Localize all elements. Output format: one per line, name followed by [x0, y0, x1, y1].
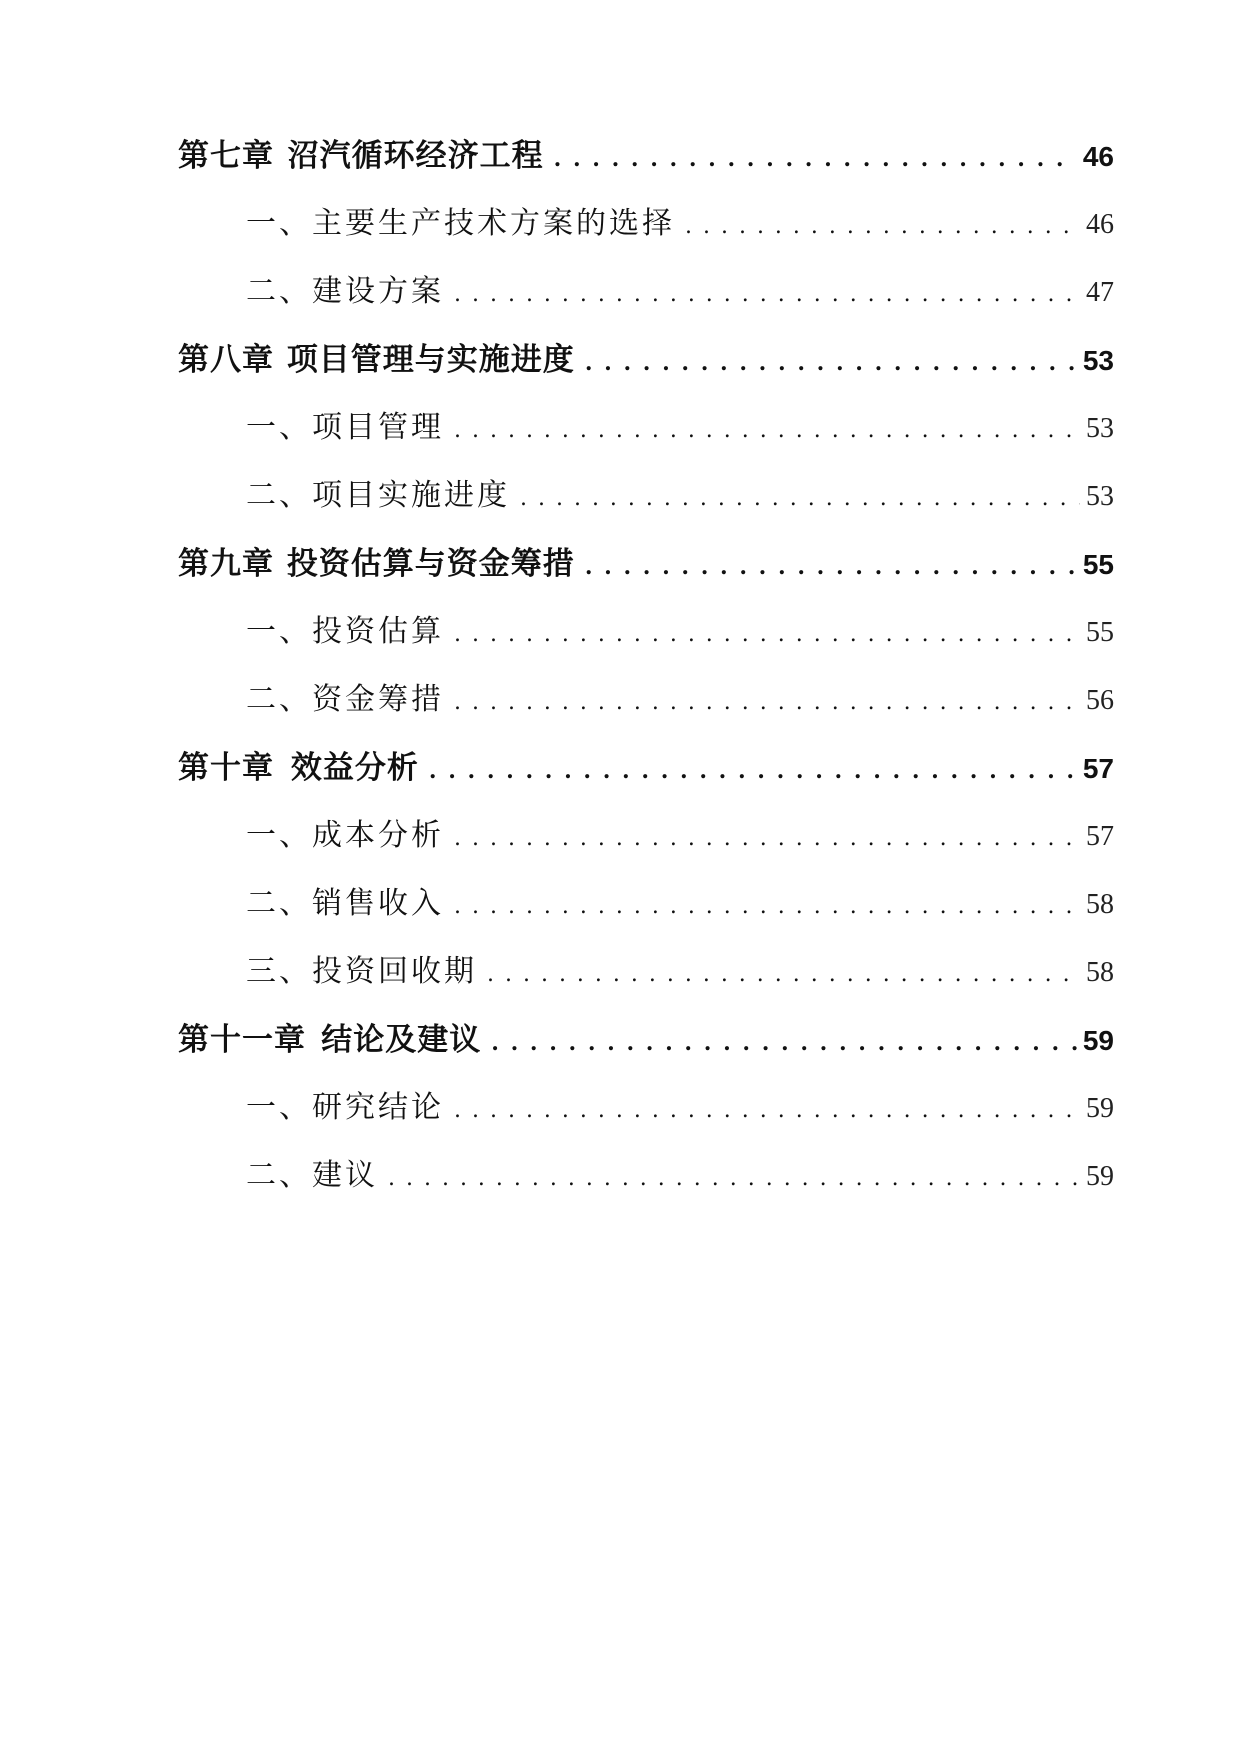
chapter-number: 第十章: [178, 750, 274, 786]
chapter-title: 投资估算与资金筹措: [286, 546, 575, 582]
leader-dots: [487, 955, 1080, 995]
section-title: 二、销售收入: [246, 886, 444, 921]
section-title: 一、项目管理: [246, 410, 444, 445]
page-number: 57: [1082, 753, 1114, 784]
leader-dots: [388, 1159, 1080, 1199]
section-title: 一、研究结论: [246, 1090, 444, 1125]
chapter-title: 沼汽循环经济工程: [287, 138, 544, 174]
leader-dots: [454, 683, 1080, 723]
page-number: 53: [1082, 345, 1114, 376]
section-title: 二、项目实施进度: [246, 478, 510, 513]
toc-section-row[interactable]: [178, 680, 1114, 748]
toc-chapter-row[interactable]: [178, 340, 1114, 408]
leader-dots: [454, 275, 1080, 315]
toc-section-row[interactable]: [178, 1156, 1114, 1224]
page-number: 53: [1086, 413, 1114, 444]
chapter-number: 第八章: [178, 342, 274, 378]
leader-dots: [520, 479, 1080, 519]
section-title: 二、建设方案: [246, 274, 444, 309]
toc-chapter-row[interactable]: [178, 1020, 1114, 1088]
toc-section-row[interactable]: [178, 1088, 1114, 1156]
leader-dots: [454, 411, 1080, 451]
page-number: 57: [1086, 821, 1114, 852]
leader-dots: [685, 207, 1080, 247]
page-number: 55: [1086, 617, 1114, 648]
toc-section-row[interactable]: [178, 884, 1114, 952]
page-number: 59: [1086, 1093, 1114, 1124]
toc-section-row[interactable]: [178, 204, 1114, 272]
leader-dots: [491, 1023, 1077, 1063]
leader-dots: [454, 819, 1080, 859]
toc-chapter-row[interactable]: [178, 136, 1114, 204]
section-title: 一、主要生产技术方案的选择: [246, 206, 675, 241]
leader-dots: [454, 887, 1080, 927]
page-number: 46: [1086, 209, 1114, 240]
page-number: 46: [1082, 141, 1114, 172]
chapter-number: 第十一章: [178, 1022, 306, 1058]
page-number: 55: [1082, 549, 1114, 580]
page-number: 53: [1086, 481, 1114, 512]
section-title: 二、资金筹措: [246, 682, 444, 717]
toc-section-row[interactable]: [178, 476, 1114, 544]
leader-dots: [429, 751, 1077, 791]
toc-chapter-row[interactable]: [178, 544, 1114, 612]
page-number: 56: [1086, 685, 1114, 716]
chapter-number: 第九章: [178, 546, 274, 582]
chapter-number: 第七章: [178, 138, 274, 174]
chapter-title: 效益分析: [290, 750, 419, 786]
leader-dots: [585, 343, 1077, 383]
leader-dots: [585, 547, 1077, 587]
table-of-contents: [178, 136, 1114, 1224]
section-title: 三、投资回收期: [246, 954, 477, 989]
leader-dots: [454, 1091, 1080, 1131]
toc-section-row[interactable]: [178, 272, 1114, 340]
leader-dots: [454, 615, 1080, 655]
page-number: 47: [1086, 277, 1114, 308]
toc-section-row[interactable]: [178, 816, 1114, 884]
leader-dots: [554, 139, 1077, 179]
toc-section-row[interactable]: [178, 612, 1114, 680]
section-title: 一、投资估算: [246, 614, 444, 649]
chapter-title: 项目管理与实施进度: [286, 342, 575, 378]
toc-chapter-row[interactable]: [178, 748, 1114, 816]
section-title: 二、建议: [246, 1158, 378, 1193]
toc-section-row[interactable]: [178, 408, 1114, 476]
chapter-title: 结论及建议: [321, 1022, 482, 1058]
page-number: 58: [1086, 889, 1114, 920]
section-title: 一、成本分析: [246, 818, 444, 853]
page-number: 58: [1086, 957, 1114, 988]
toc-section-row[interactable]: [178, 952, 1114, 1020]
page-number: 59: [1086, 1161, 1114, 1192]
page-number: 59: [1082, 1025, 1114, 1056]
